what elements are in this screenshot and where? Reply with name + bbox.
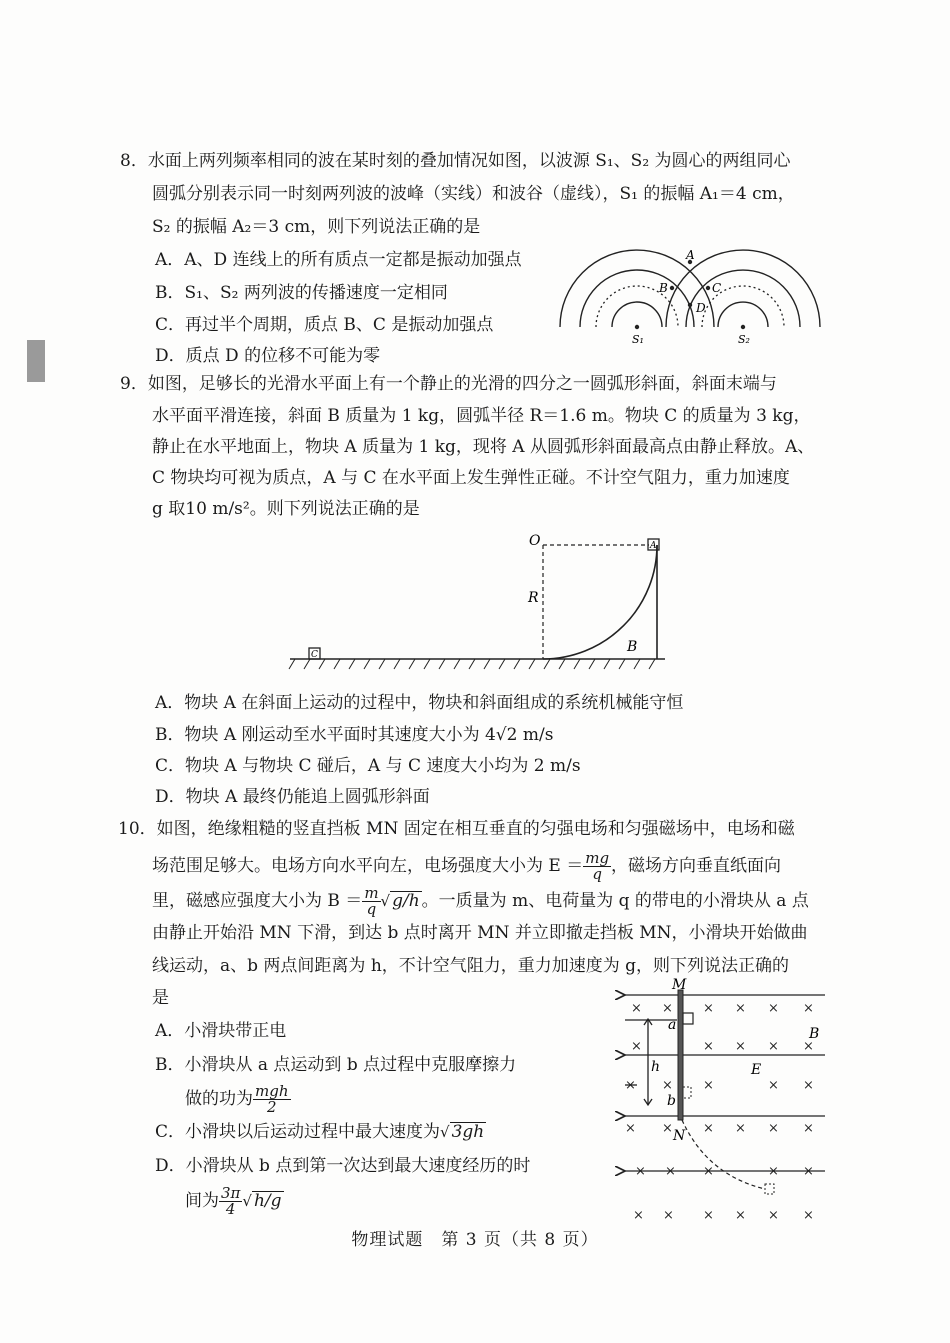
label-r: R — [528, 590, 539, 606]
label-b-field: B — [809, 1026, 820, 1042]
quarter-arc-surface — [543, 545, 657, 659]
q8-option-c: C．再过半个周期，质点 B、C 是振动加强点 — [155, 315, 494, 335]
svg-text:×: × — [803, 1078, 814, 1093]
label-a: A — [686, 248, 695, 262]
label-h: h — [651, 1059, 661, 1075]
label-b: b — [667, 1093, 676, 1109]
q10-stem-line2 — [152, 851, 781, 882]
label-s1: S₁ — [632, 333, 644, 346]
svg-text:×: × — [662, 1001, 673, 1016]
label-n: N — [673, 1128, 686, 1144]
label-e: E — [751, 1062, 762, 1078]
q10-option-c: C．小滑块以后运动过程中最大速度为√ 3gh — [155, 1122, 485, 1142]
svg-text:×: × — [803, 1001, 814, 1016]
margin-mark — [27, 340, 45, 382]
label-s2: S₂ — [738, 333, 750, 346]
e-field-fraction: $\frac{mg}{q}$ — [585, 849, 610, 883]
s1-crest-inner — [612, 302, 662, 327]
q9-stem-line2: 水平面平滑连接，斜面 B 质量为 1 kg，圆弧半径 R＝1.6 m。物块 C 的质量为 3 kg， — [152, 406, 811, 426]
q8-option-d: D．质点 D 的位移不可能为零 — [155, 346, 381, 366]
svg-text:×: × — [768, 1001, 779, 1016]
q10-stem-line4: 由静止开始沿 MN 下滑，到达 b 点时离开 MN 并立即撤走挡板 MN，小滑块开始做曲 — [152, 923, 808, 943]
field-board-figure — [615, 975, 835, 1225]
svg-text:×: × — [662, 1078, 673, 1093]
q10-option-d-line1: D．小滑块从 b 点到第一次达到最大速度经历的时 — [155, 1156, 531, 1176]
q8-stem-line3: S₂ 的振幅 A₂＝3 cm，则下列说法正确的是 — [152, 217, 481, 237]
svg-text:×: × — [803, 1121, 814, 1136]
label-d: D — [696, 301, 706, 315]
q10-stem-line6: 是 — [152, 988, 169, 1008]
magnetic-field-crosses — [625, 1001, 814, 1223]
b-field-fraction: $\frac{m}{q}$ — [364, 884, 379, 918]
s1-point — [635, 325, 639, 329]
q9-stem-line4: C 物块均可视为质点，A 与 C 在水平面上发生弹性正碰。不计空气阻力，重力加速度 — [152, 468, 790, 488]
svg-text:×: × — [665, 1164, 676, 1179]
svg-text:×: × — [703, 1039, 714, 1054]
svg-text:×: × — [631, 1001, 642, 1016]
svg-text:×: × — [635, 1164, 646, 1179]
q10-stem-line1: 10．如图，绝缘粗糙的竖直挡板 MN 固定在相互垂直的匀强电场和匀强磁场中，电场和磁 — [118, 819, 795, 839]
svg-text:×: × — [735, 1208, 746, 1223]
q8-stem-line1: 8．水面上两列频率相同的波在某时刻的叠加情况如图，以波源 S₁、S₂ 为圆心的两组同心 — [120, 151, 791, 171]
point-b — [670, 286, 674, 290]
point-c — [706, 286, 710, 290]
electric-field-lines — [625, 995, 825, 1171]
label-b: B — [627, 639, 638, 655]
svg-text:×: × — [703, 1164, 714, 1179]
label-a: a — [668, 1017, 677, 1033]
label-m: M — [672, 977, 687, 993]
point-d — [688, 303, 692, 307]
slider-final — [765, 1184, 774, 1194]
q8-option-a: A．A、D 连线上的所有质点一定都是振动加强点 — [155, 250, 522, 270]
svg-text:×: × — [735, 1039, 746, 1054]
max-speed-sqrt: 3gh — [451, 1122, 485, 1142]
q10-option-b-line2: 做的功为 $\frac{\text{mgh}}{2}$ — [185, 1082, 289, 1116]
q10-stem-line3-pre: 里，磁感应强度大小为 B ＝ — [152, 891, 363, 911]
curved-path — [682, 1120, 765, 1189]
svg-text:×: × — [803, 1164, 814, 1179]
q9-option-c: C．物块 A 与物块 C 碰后，A 与 C 速度大小均为 2 m/s — [155, 756, 581, 776]
s2-point — [741, 325, 745, 329]
svg-text:×: × — [631, 1039, 642, 1054]
page-footer: 物理试题 第 3 页（共 8 页） — [351, 1230, 599, 1250]
label-b: B — [659, 281, 668, 295]
label-c: C — [712, 281, 722, 295]
arc-slope-figure — [285, 525, 670, 675]
slider-at-b — [683, 1087, 691, 1098]
svg-text:×: × — [768, 1164, 779, 1179]
block-a-label: A — [650, 541, 657, 551]
time-fraction: $\frac{3\pi}{4}$ — [221, 1184, 241, 1218]
block-c-label: C — [311, 650, 318, 660]
svg-text:×: × — [703, 1208, 714, 1223]
svg-text:×: × — [703, 1001, 714, 1016]
wave-interference-figure — [555, 245, 830, 350]
svg-text:×: × — [735, 1121, 746, 1136]
svg-text:×: × — [803, 1039, 814, 1054]
svg-text:×: × — [703, 1121, 714, 1136]
q10-option-b-line1: B．小滑块从 a 点运动到 b 点过程中克服摩擦力 — [155, 1055, 517, 1075]
q9-stem-line1: 9．如图，足够长的光滑水平面上有一个静止的光滑的四分之一圆弧形斜面，斜面末端与 — [120, 374, 777, 394]
svg-text:×: × — [768, 1039, 779, 1054]
q10-stem-line3: 里，磁感应强度大小为 B ＝ $\frac{m}{q}$ √ g/h 。一质量为 m、电荷量为 q 的带电的小滑块从 a 点 — [152, 884, 809, 918]
q9-option-b: B．物块 A 刚运动至水平面时其速度大小为 4√2 m/s — [155, 725, 554, 745]
b-field-sqrt: g/h — [392, 891, 420, 911]
time-sqrt: h/g — [253, 1191, 282, 1211]
label-o: O — [529, 533, 541, 549]
ground-hatching — [289, 659, 655, 669]
board-mn — [678, 990, 683, 1120]
svg-text:×: × — [703, 1078, 714, 1093]
s1-crest-outer — [580, 270, 694, 327]
q9-stem-line3: 静止在水平地面上，物块 A 质量为 1 kg，现将 A 从圆弧形斜面最高点由静止释放。A、 — [152, 437, 815, 457]
svg-text:×: × — [768, 1121, 779, 1136]
q8-stem-line2: 圆弧分别表示同一时刻两列波的波峰（实线）和波谷（虚线），S₁ 的振幅 A₁＝4 cm， — [152, 184, 795, 204]
svg-text:×: × — [662, 1121, 673, 1136]
svg-text:×: × — [803, 1208, 814, 1223]
q9-option-d: D．物块 A 最终仍能追上圆弧形斜面 — [155, 787, 430, 807]
q10-option-d-line2: 间为 $\frac{3\pi}{4}$ √ h/g — [185, 1184, 282, 1218]
q10-option-a: A．小滑块带正电 — [155, 1021, 287, 1041]
svg-text:×: × — [768, 1078, 779, 1093]
q10-stem-line2-pre: 场范围足够大。电场方向水平向左，电场强度大小为 E ＝ — [152, 856, 584, 876]
q10-stem-line3-post: 。一质量为 m、电荷量为 q 的带电的小滑块从 a 点 — [421, 891, 809, 911]
q9-option-a: A．物块 A 在斜面上运动的过程中，物块和斜面组成的系统机械能守恒 — [155, 693, 684, 713]
q9-stem-line5: g 取10 m/s²。则下列说法正确的是 — [152, 499, 420, 519]
s2-crest-inner — [718, 302, 768, 327]
slider-at-a — [683, 1013, 693, 1024]
q8-option-b: B．S₁、S₂ 两列波的传播速度一定相同 — [155, 283, 448, 303]
q10-stem-line2-post: ，磁场方向垂直纸面向 — [611, 856, 782, 876]
svg-text:×: × — [663, 1208, 674, 1223]
svg-text:×: × — [625, 1121, 636, 1136]
q10-stem-line5: 线运动，a、b 两点间距离为 h，不计空气阻力，重力加速度为 g，则下列说法正确的 — [152, 956, 790, 976]
svg-text:×: × — [625, 1078, 636, 1093]
svg-text:×: × — [768, 1208, 779, 1223]
work-fraction: $\frac{\text{mgh}}{2}$ — [255, 1082, 289, 1116]
svg-text:×: × — [735, 1001, 746, 1016]
s2-crest-outer — [686, 270, 800, 327]
svg-text:×: × — [633, 1208, 644, 1223]
